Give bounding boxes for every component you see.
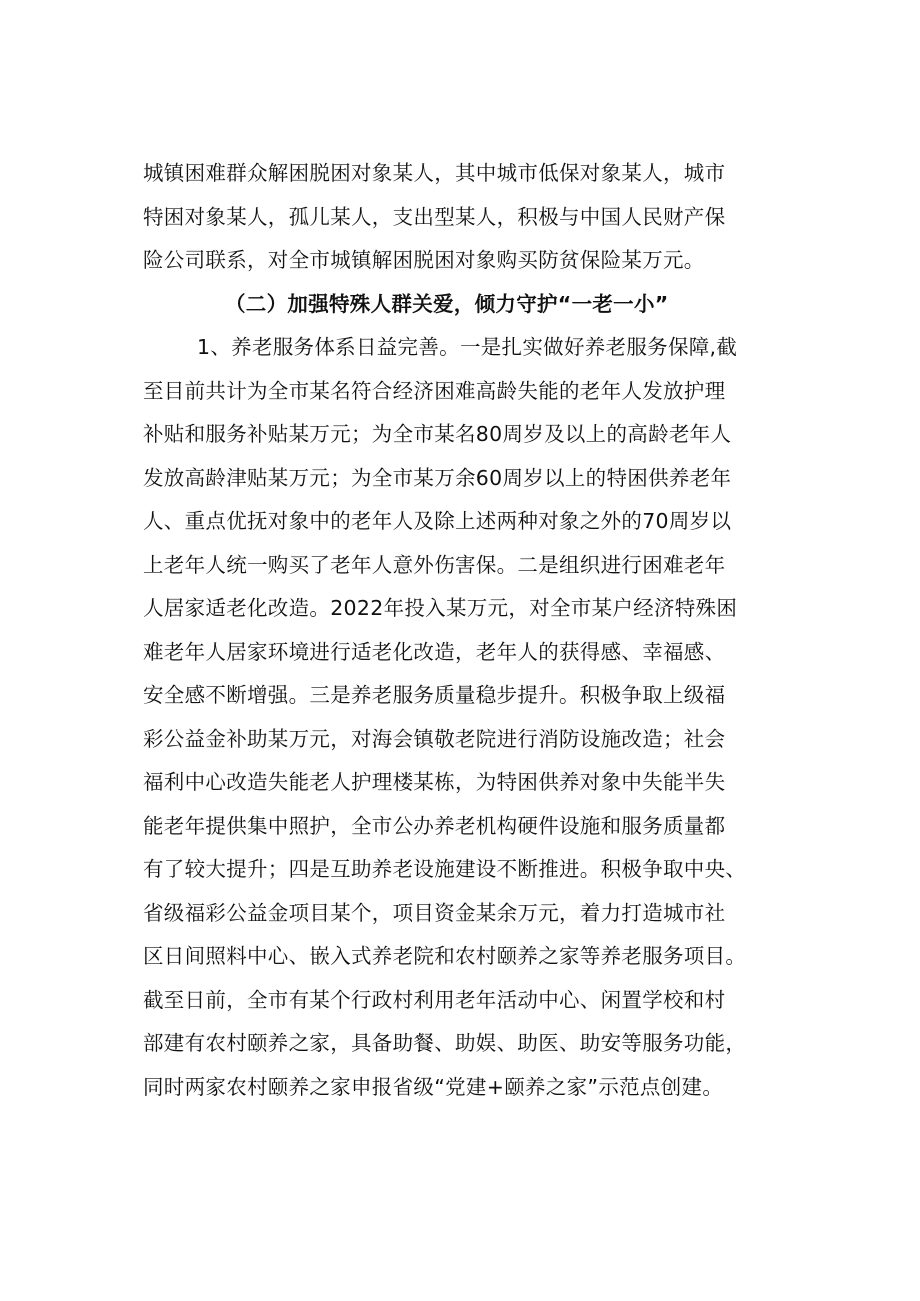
text-line: 截至日前，全市有某个行政村利用老年活动中心、闲置学校和村: [143, 987, 726, 1012]
text-line: 部建有农村颐养之家，具备助餐、助娱、助医、助安等服务功能，: [143, 1031, 747, 1055]
text-line: 补贴和服务补贴某万元；为全市某名80周岁及以上的高龄老年人: [143, 422, 732, 446]
text-line: 至目前共计为全市某名符合经济困难高龄失能的老年人发放护理: [143, 378, 726, 403]
text-line: 城镇困难群众解困脱困对象某人，其中城市低保对象某人，城市: [143, 161, 726, 185]
text-line: 特困对象某人，孤儿某人，支出型某人，积极与中国人民财产保: [143, 204, 726, 229]
text-line: 福利中心改造失能老人护理楼某栋，为特困供养对象中失能半失: [143, 770, 726, 794]
text-line: 上老年人统一购买了老年人意外伤害保。二是组织进行困难老年: [143, 552, 726, 577]
text-line: 同时两家农村颐养之家申报省级“党建+颐养之家”示范点创建。: [143, 1074, 724, 1099]
text-line: 发放高龄津贴某万元；为全市某万余60周岁以上的特困供养老年: [143, 465, 732, 490]
text-line: 安全感不断增强。三是养老服务质量稳步提升。积极争取上级福: [143, 683, 726, 707]
section-heading: （二）加强特殊人群关爱，倾力守护“一老一小”: [225, 291, 669, 316]
text-line: 能老年提供集中照护，全市公办养老机构硬件设施和服务质量都: [143, 813, 726, 838]
text-line: 人居家适老化改造。2022年投入某万元，对全市某户经济特殊困: [143, 596, 738, 620]
paragraph-poverty-relief: [143, 152, 823, 283]
text-line: 彩公益金补助某万元，对海会镇敬老院进行消防设施改造；社会: [143, 726, 726, 751]
text-line: 省级福彩公益金项目某个，项目资金某余万元，着力打造城市社: [143, 900, 726, 925]
document-body: [143, 152, 823, 1109]
text-line: 难老年人居家环境进行适老化改造，老年人的获得感、幸福感、: [143, 639, 726, 664]
text-line: 有了较大提升；四是互助养老设施建设不断推进。积极争取中央、: [143, 857, 747, 881]
text-line: 区日间照料中心、嵌入式养老院和农村颐养之家等养老服务项目。: [143, 944, 747, 968]
paragraph-elderly-care: [143, 326, 823, 1109]
text-line: 险公司联系，对全市城镇解困脱困对象购买防贫保险某万元。: [143, 248, 705, 272]
text-line: 1、养老服务体系日益完善。一是扎实做好养老服务保障,截: [197, 335, 738, 359]
text-line: 人、重点优抚对象中的老年人及除上述两种对象之外的70周岁以: [143, 509, 732, 533]
